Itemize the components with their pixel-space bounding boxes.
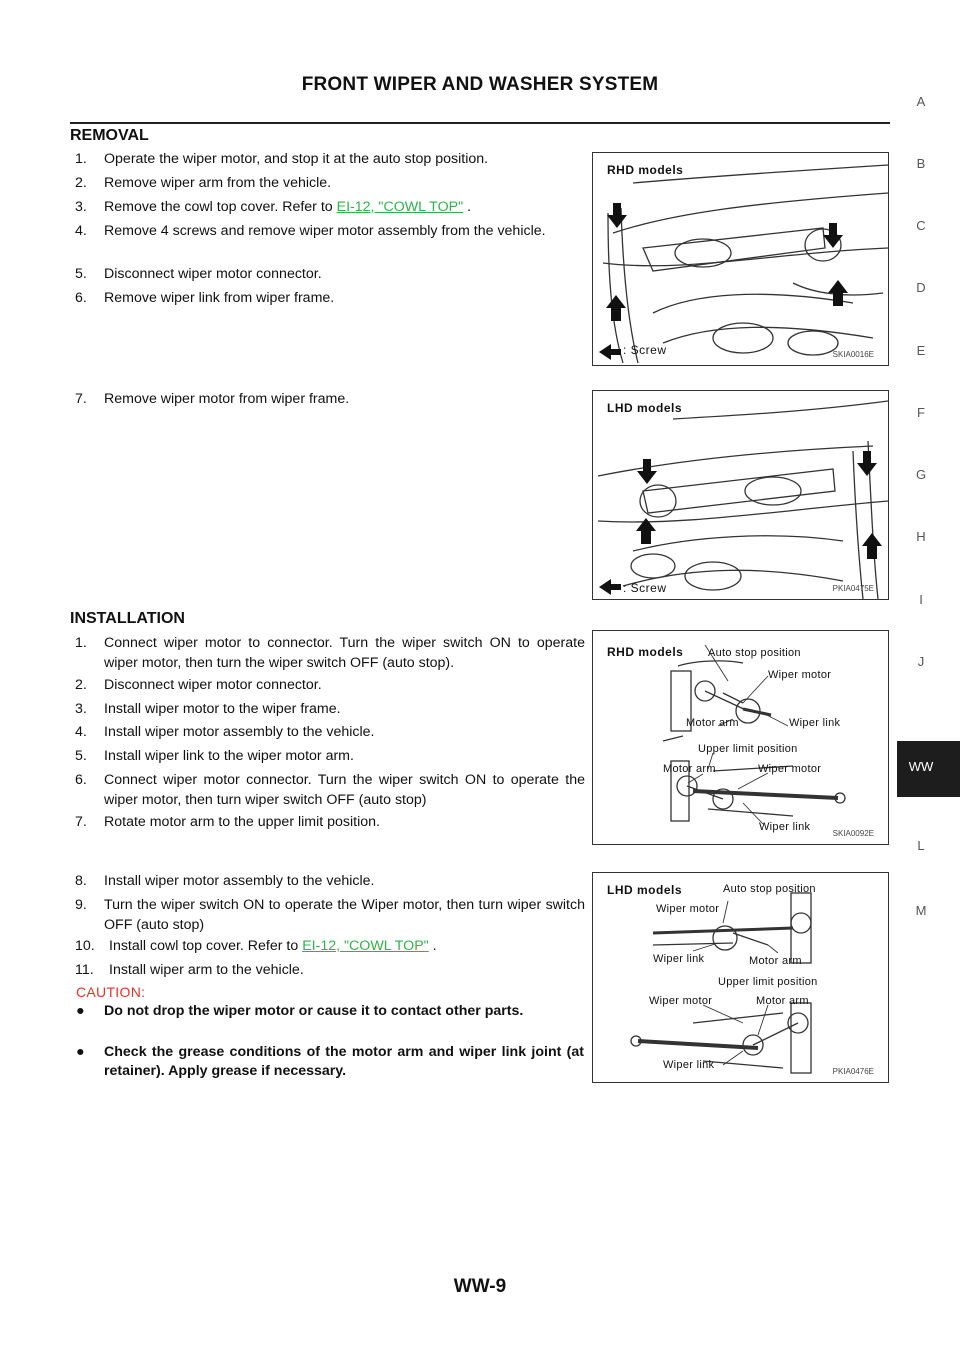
step-number: 1. [75,151,87,167]
installation-heading: INSTALLATION [70,610,185,627]
step-text: Rotate motor arm to the upper limit position. [104,814,380,830]
caution-item-1 [76,1002,584,1021]
header-divider [70,122,890,124]
section-index-d[interactable]: D [916,280,926,295]
section-index-g[interactable]: G [915,467,927,482]
bullet-icon: ● [76,1003,85,1019]
section-index-ww-label: WW [908,759,934,774]
section-index-a[interactable]: A [916,94,926,109]
step-text: Disconnect wiper motor connector. [104,266,322,282]
step-number: 3. [75,199,87,215]
callout-upper-limit-position: Upper limit position [698,743,798,755]
step-text [75,936,585,956]
step-number: 8. [75,873,87,889]
step-text: Remove wiper arm from the vehicle. [104,175,332,191]
figure-code: PKIA0476E [832,1067,874,1076]
step-number: 7. [75,814,87,830]
step-number: 5. [75,266,87,282]
figure-title: RHD models [607,163,684,177]
section-index-l[interactable]: L [917,838,925,853]
step-text [75,197,585,217]
figure-lhd-motor-arm-positions [592,872,889,1083]
figure-code: SKIA0016E [832,350,874,359]
figure-rhd-screw-locations [592,152,889,366]
step-text: Connect wiper motor to connector. Turn the wiper switch ON to operate wiper motor, then turn the wiper switch OFF (auto stop). [104,635,585,671]
step-text: Remove 4 screws and remove wiper motor assembly from the vehicle. [104,223,546,239]
bullet-icon: ● [76,1044,85,1060]
section-index-i[interactable]: I [919,592,923,607]
step-number: 5. [75,748,87,764]
section-index-j[interactable]: J [917,654,925,669]
caution-item-2 [76,1043,584,1081]
step-text: Disconnect wiper motor connector. [104,677,322,693]
step-text-before: Install cowl top cover. Refer to [109,938,303,954]
step-text-before: Remove the cowl top cover. Refer to [104,199,337,215]
step-text: Remove wiper motor from wiper frame. [104,391,350,407]
step-number: 3. [75,701,87,717]
section-index-m[interactable]: M [915,903,927,918]
step-number: 4. [75,724,87,740]
removal-heading: REMOVAL [70,127,149,144]
installation-step-10 [75,936,585,956]
step-number: 4. [75,223,87,239]
installation-step-1 [75,633,585,673]
step-number: 10. [75,938,95,954]
section-index-f[interactable]: F [917,405,925,420]
step-text-after: . [463,199,472,215]
callout-auto-stop-position: Auto stop position [708,647,801,659]
figure-lhd-screw-locations [592,390,889,600]
step-number: 7. [75,391,87,407]
removal-step-4 [75,221,585,241]
removal-step-3 [75,197,585,217]
screw-legend: : Screw [623,343,667,357]
step-text: Turn the wiper switch ON to operate the Wiper motor, then turn wiper switch OFF (auto stop) [104,897,585,933]
removal-step-6 [75,288,585,308]
step-number: 6. [75,290,87,306]
motor-arm-drawing [593,631,889,845]
step-number: 2. [75,677,87,693]
figure-title: RHD models [607,645,684,659]
step-number: 1. [75,635,87,651]
step-number: 6. [75,772,87,788]
installation-step-9 [75,895,585,935]
step-text: Install wiper link to the wiper motor arm. [104,748,354,764]
step-text: Operate the wiper motor, and stop it at the auto stop position. [104,151,489,167]
figure-code: PKIA0475E [832,584,874,593]
callout-wiper-motor: Wiper motor [768,669,832,681]
step-text: Connect wiper motor connector. Turn the wiper switch ON to operate the wiper motor, then turn wiper switch OFF (auto stop) [104,772,585,808]
installation-step-6 [75,770,585,810]
step-text: Remove wiper link from wiper frame. [104,290,335,306]
callout-motor-arm: Motor arm [756,995,809,1007]
callout-motor-arm: Motor arm [663,763,716,775]
figure-code: SKIA0092E [832,829,874,838]
installation-step-8 [75,871,585,891]
installation-step-2 [75,675,585,695]
removal-step-2 [75,173,585,193]
installation-step-3 [75,699,585,719]
installation-step-5 [75,746,585,766]
step-text-after: . [428,938,437,954]
step-text: Install wiper motor to the wiper frame. [104,701,341,717]
callout-upper-limit-position: Upper limit position [718,976,818,988]
callout-motor-arm: Motor arm [749,955,802,967]
callout-wiper-link: Wiper link [789,717,841,729]
callout-wiper-motor: Wiper motor [758,763,822,775]
callout-wiper-motor: Wiper motor [649,995,713,1007]
page-title: FRONT WIPER AND WASHER SYSTEM [301,74,659,95]
callout-wiper-motor: Wiper motor [656,903,720,915]
step-number: 9. [75,897,87,913]
section-index-ww-active[interactable] [897,741,960,797]
figure-title: LHD models [607,401,683,415]
callout-wiper-link: Wiper link [759,821,811,833]
callout-motor-arm: Motor arm [686,717,739,729]
removal-step-1 [75,149,585,169]
callout-wiper-link: Wiper link [663,1059,715,1071]
callout-auto-stop-position: Auto stop position [723,883,816,895]
screw-legend: : Screw [623,581,667,595]
section-index-b[interactable]: B [916,156,926,171]
cowl-top-reference-link[interactable]: EI-12, "COWL TOP" [302,938,429,954]
wiper-assembly-drawing [593,153,889,366]
removal-step-5 [75,264,585,284]
caution-label: CAUTION: [76,984,146,1000]
step-text: Install wiper motor assembly to the vehicle. [104,724,375,740]
installation-step-4 [75,722,585,742]
step-text: Install wiper motor assembly to the vehicle. [104,873,375,889]
step-text: Install wiper arm to the vehicle. [109,962,304,978]
section-index-e[interactable]: E [916,343,926,358]
caution-text: Check the grease conditions of the motor arm and wiper link joint (at retainer). Apply grease if necessary. [104,1044,584,1079]
caution-text: Do not drop the wiper motor or cause it to contact other parts. [104,1003,524,1019]
figure-rhd-motor-arm-positions [592,630,889,845]
cowl-top-reference-link[interactable]: EI-12, "COWL TOP" [336,199,464,215]
section-index-h[interactable]: H [916,529,926,544]
installation-step-11 [75,960,585,980]
section-index-c[interactable]: C [916,218,926,233]
step-number: 2. [75,175,87,191]
step-number: 11. [75,962,94,978]
wiper-assembly-drawing [593,391,889,600]
page-number: WW-9 [453,1276,507,1297]
removal-step-7 [75,389,585,409]
figure-title: LHD models [607,883,683,897]
installation-step-7 [75,812,585,832]
callout-wiper-link: Wiper link [653,953,705,965]
